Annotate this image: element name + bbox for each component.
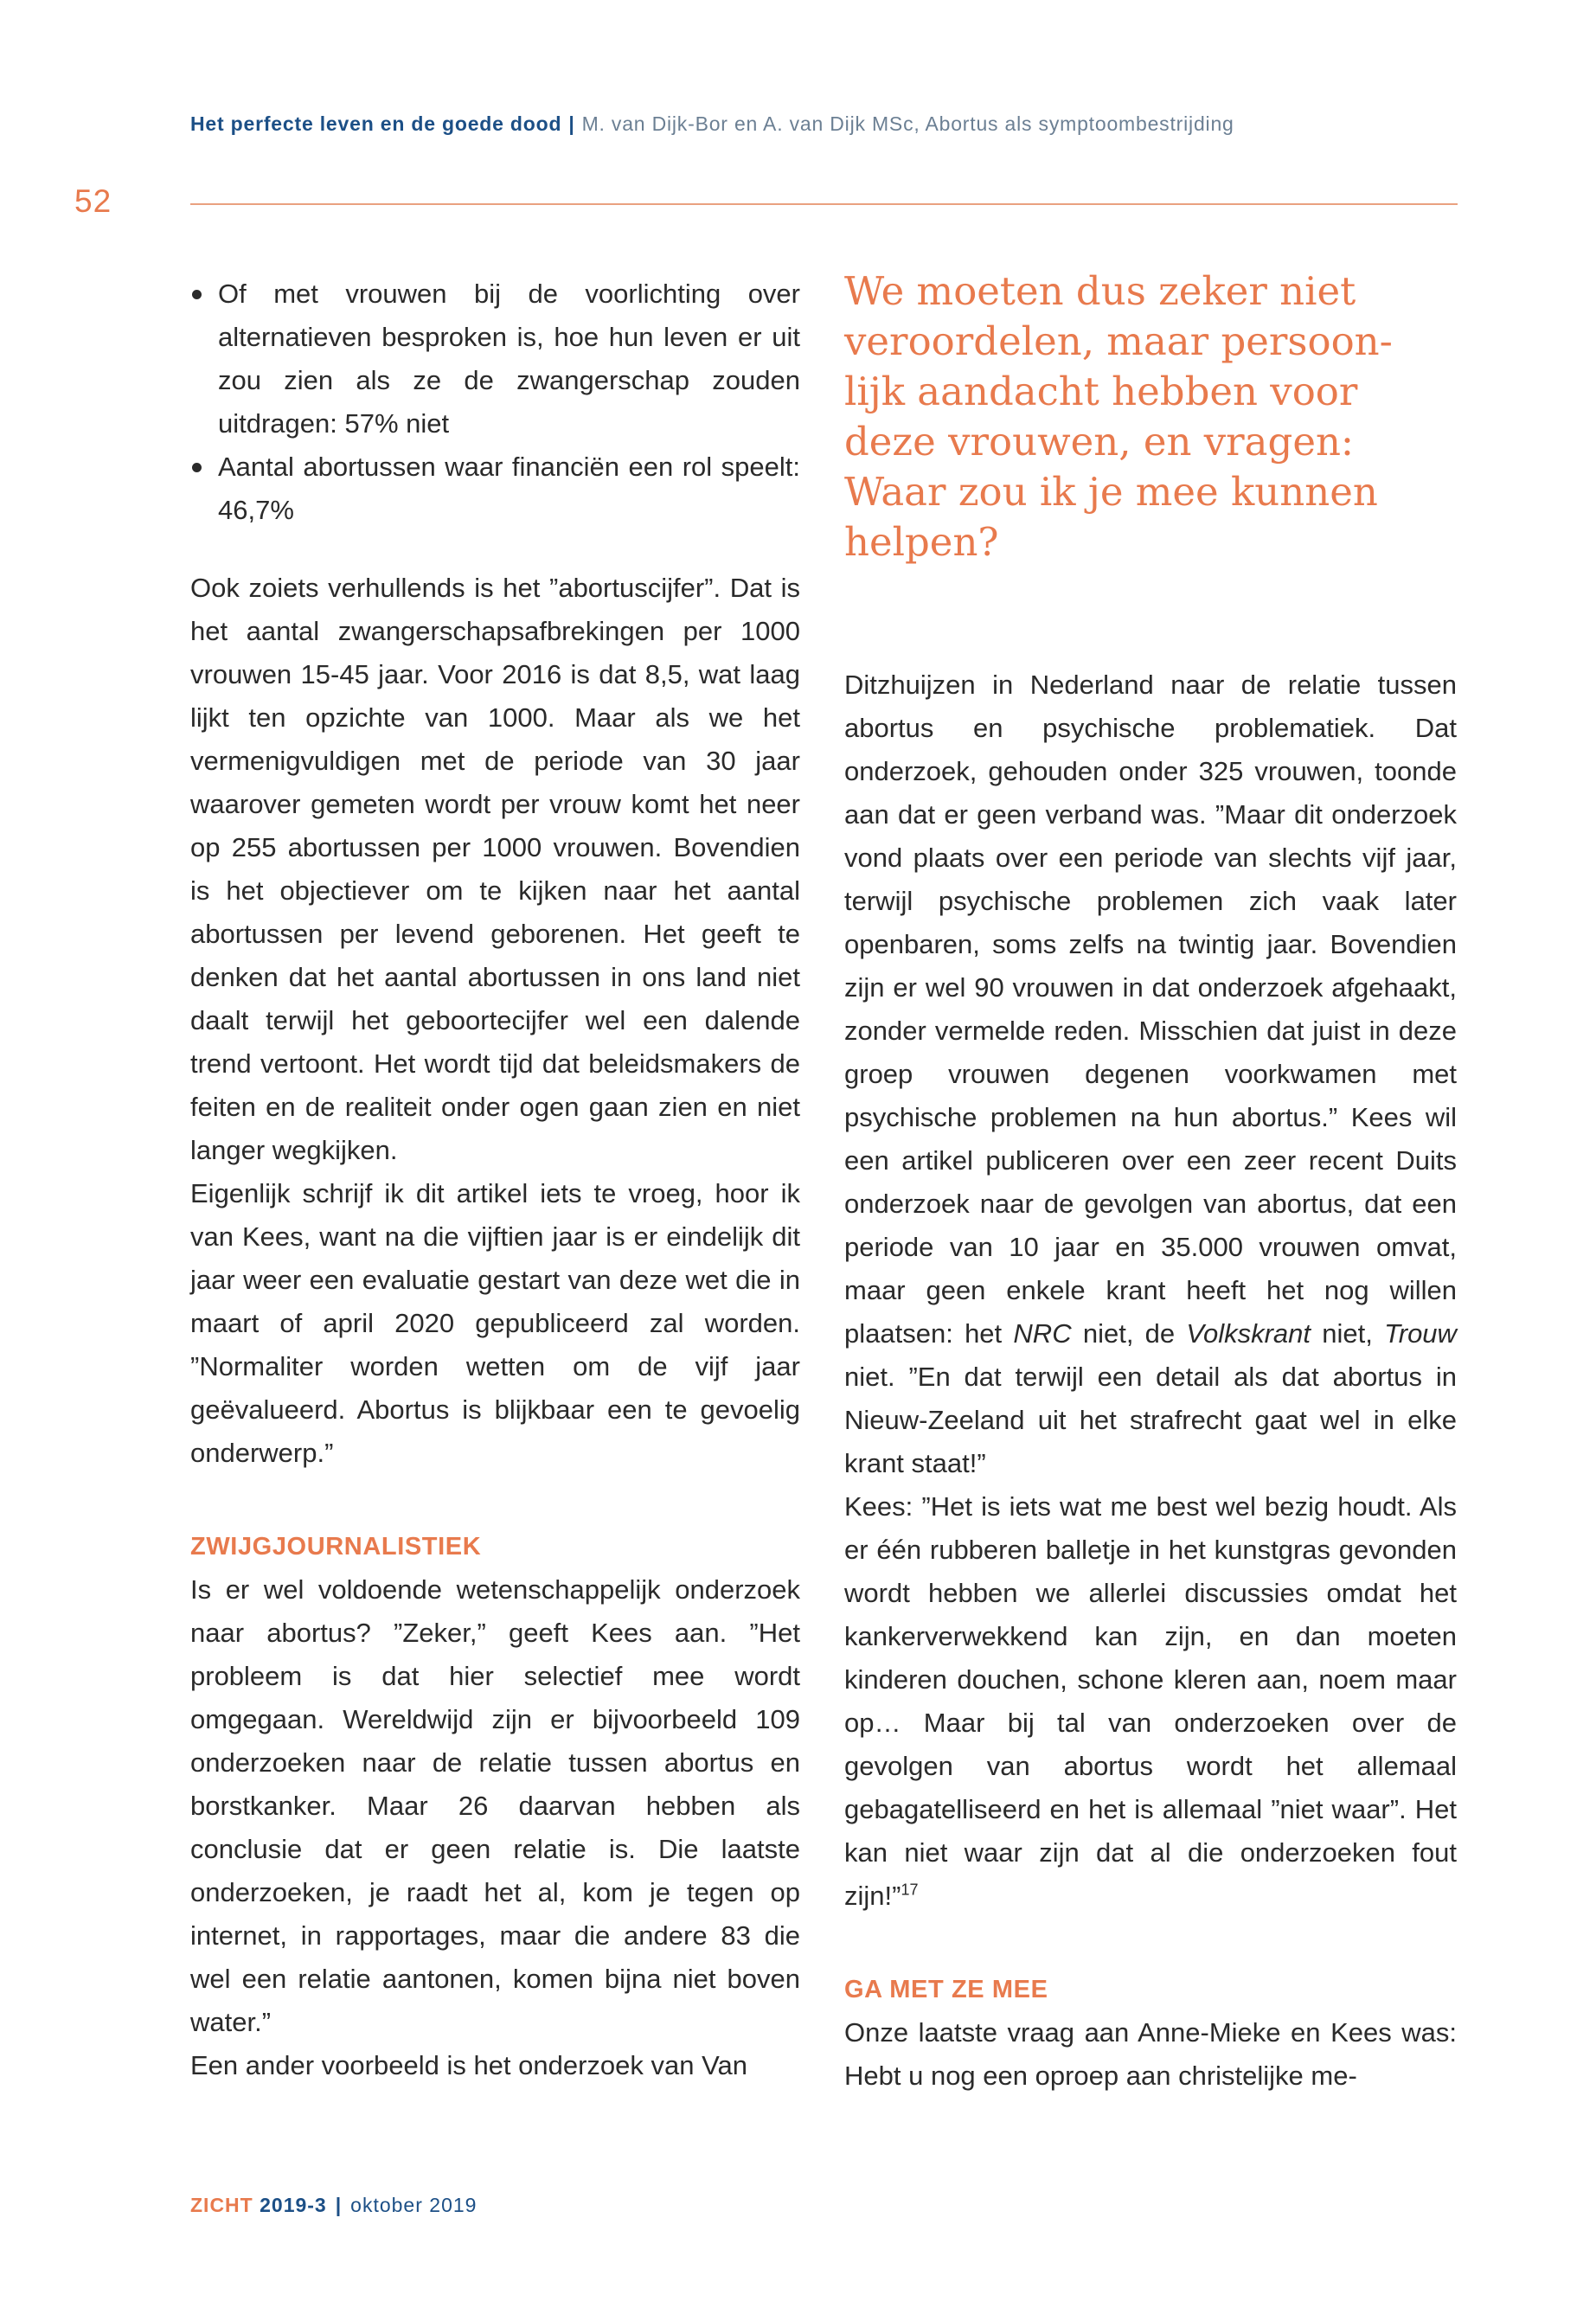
newspaper-name: Trouw — [1384, 1318, 1457, 1349]
footer-separator: | — [335, 2194, 343, 2216]
pull-quote — [844, 266, 1467, 567]
pull-quote-line: lijk aandacht hebben voor — [844, 369, 1358, 414]
pull-quote-line: helpen? — [844, 519, 999, 565]
right-column — [844, 663, 1457, 2098]
paragraph: Onze laatste vraag aan Anne-Mieke en Kees was: Hebt u nog een oproep aan christelijke me- — [844, 2017, 1457, 2091]
section-heading: GA MET ZE MEE — [844, 1976, 1048, 2003]
footer-date: oktober 2019 — [350, 2194, 478, 2216]
pull-quote-line: We moeten dus zeker niet — [844, 268, 1356, 314]
pull-quote-line: Waar zou ik je mee kunnen — [844, 469, 1378, 515]
paragraph: Een ander voorbeeld is het onderzoek van Van — [190, 2050, 747, 2080]
pull-quote-line: deze vrouwen, en vragen: — [844, 419, 1355, 465]
bullet-text: Aantal abortussen waar financiën een rol speelt: 46,7% — [218, 452, 800, 525]
text-run: niet, — [1322, 1318, 1373, 1349]
bullet-item — [190, 445, 800, 532]
page-number: 52 — [74, 183, 112, 219]
footnote-marker: 17 — [901, 1881, 919, 1899]
pull-quote-line: veroordelen, maar persoon- — [844, 318, 1393, 364]
header-separator: | — [568, 112, 575, 135]
bullet-list — [190, 272, 800, 532]
text-run: niet. ”En dat terwijl een detail als dat abortus in Nieuw-Zeeland uit het strafrecht gaat wel in elke krant staat!” — [844, 1362, 1457, 1478]
text-run: Kees: ”Het is iets wat me best wel bezig houdt. Als er één rubberen balletje in het kunstgras gevonden wordt hebben we allerlei discussies omdat het kankerverwekkend kan zijn, en dan moeten kinderen douchen, schone kleren aan, noem maar op… Maar bij tal van onderzoeken over de gevolgen van abortus wordt het allemaal gebagatelliseerd en het is allemaal ”niet waar”. Het kan niet waar zijn dat al die onderzoeken fout zijn!” — [844, 1491, 1457, 1911]
page-footer — [190, 2194, 477, 2217]
footer-issue: 2019-3 — [260, 2194, 327, 2216]
bullet-item — [190, 272, 800, 445]
running-header — [190, 112, 1453, 136]
paragraph: Is er wel voldoende wetenschappelijk onderzoek naar abortus? ”Zeker,” geeft Kees aan. ”Het probleem is dat hier selectief mee wordt omgegaan. Wereldwijd zijn er bijvoorbeeld 109 onderzoeken naar de relatie tussen abortus en borstkanker. Maar 26 daarvan hebben als conclusie dat er geen relatie is. Die laatste onderzoeken, je raadt het al, kom je tegen op internet, in rapportages, maar die andere 83 die wel een relatie aantonen, komen bijna niet boven water.” — [190, 1574, 800, 2037]
paragraph — [844, 1485, 1457, 1918]
header-authors: M. van Dijk-Bor en A. van Dijk MSc, Abortus als symptoombestrijding — [581, 112, 1234, 135]
paragraph: Eigenlijk schrijf ik dit artikel iets te vroeg, hoor ik van Kees, want na die vijftien jaar is er eindelijk dit jaar weer een evaluatie gestart van deze wet die in maart of april 2020 gepubliceerd zal worden. ”Normaliter worden wetten om de vijf jaar geëvalueerd. Abortus is blijkbaar een te gevoelig onderwerp.” — [190, 1178, 800, 1468]
left-column — [190, 272, 800, 2087]
bullet-dot-icon — [192, 463, 202, 472]
text-run: niet, de — [1082, 1318, 1176, 1349]
header-title: Het perfecte leven en de goede dood — [190, 112, 562, 135]
newspaper-name: NRC — [1013, 1318, 1072, 1349]
paragraph: Ook zoiets verhullends is het ”abortuscijfer”. Dat is het aantal zwangerschapsafbrekingen per 1000 vrouwen 15-45 jaar. Voor 2016 is dat 8,5, wat laag lijkt ten opzichte van 1000. Maar als we het vermenigvuldigen met de periode van 30 jaar waarover gemeten wordt per vrouw komt het neer op 255 abortussen per 1000 vrouwen. Bovendien is het objectiever om te kijken naar het aantal abortussen per levend geborenen. Het geeft te denken dat het aantal abortussen in ons land niet daalt terwijl het geboortecijfer wel een dalende trend vertoont. Het wordt tijd dat beleidsmakers de feiten en de realiteit onder ogen gaan zien en niet langer wegkijken. — [190, 573, 800, 1165]
bullet-dot-icon — [192, 290, 202, 299]
text-run: Ditzhuijzen in Nederland naar de relatie tussen abortus en psychische problematiek. Dat onderzoek, gehouden onder 325 vrouwen, toonde aan dat er geen verband was. ”Maar dit onderzoek vond plaats over een periode van slechts vijf jaar, terwijl psychische problemen zich vaak later openbaren, soms zelfs na twintig jaar. Bovendien zijn er wel 90 vrouwen in dat onderzoek afgehaakt, zonder vermelde reden. Misschien dat juist in deze groep vrouwen degenen voorkwamen met psychische problemen na hun abortus.” Kees wil een artikel publiceren over een zeer recent Duits onderzoek naar de gevolgen van abortus, dat een periode van 10 jaar en 35.000 vrouwen omvat, maar geen enkele krant heeft het nog willen plaatsen: het — [844, 670, 1457, 1349]
bullet-text: Of met vrouwen bij de voorlichting over alternatieven besproken is, hoe hun leven er uit zou zien als ze de zwangerschap zouden uitdragen: 57% niet — [218, 279, 800, 439]
footer-magazine: ZICHT — [190, 2194, 253, 2216]
header-divider — [190, 203, 1458, 205]
section-heading: ZWIJGJOURNALISTIEK — [190, 1533, 482, 1561]
newspaper-name: Volkskrant — [1186, 1318, 1311, 1349]
paragraph — [844, 663, 1457, 1485]
